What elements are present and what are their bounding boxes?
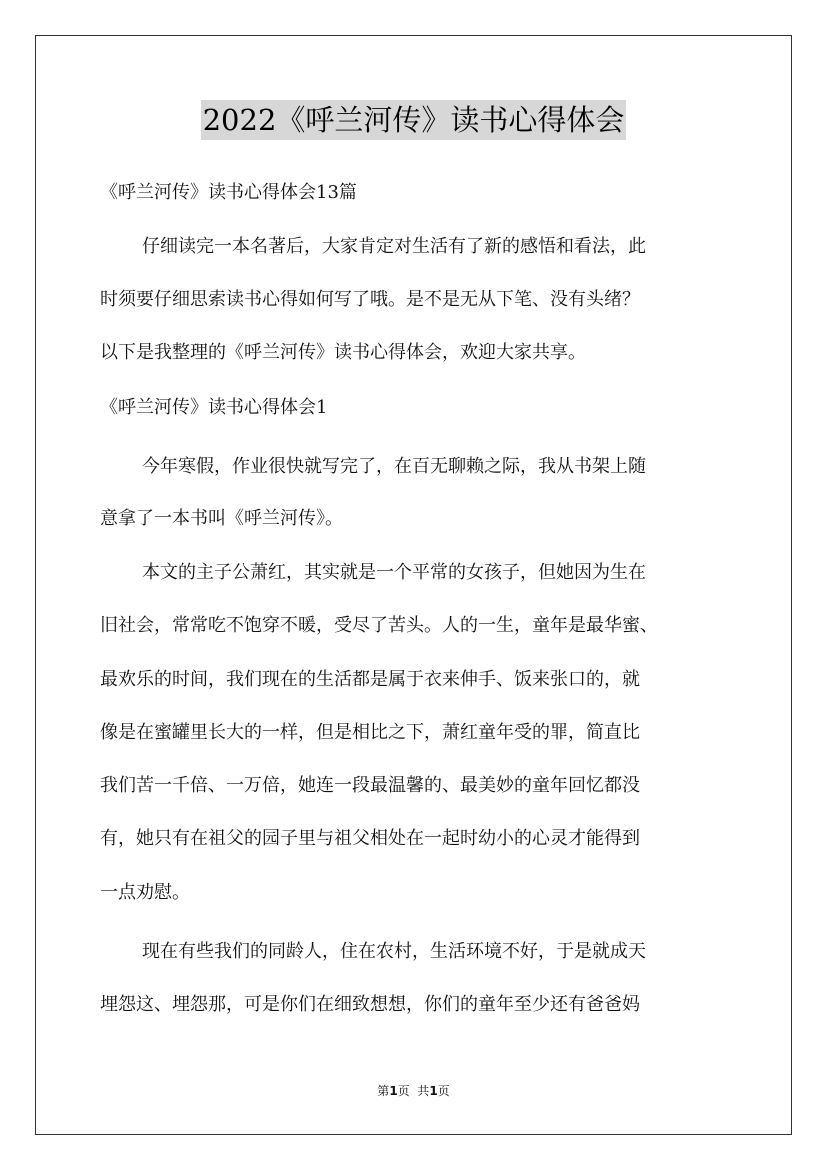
paragraph-line: 意拿了一本书叫《呼兰河传》。 — [100, 508, 343, 529]
paragraph-line: 最欢乐的时间，我们现在的生活都是属于衣来伸手、饭来张口的，就 — [100, 669, 640, 690]
footer-prefix: 第 — [377, 1084, 390, 1098]
current-page-number: 1 — [389, 1084, 398, 1098]
title-wrap — [0, 100, 827, 140]
paragraph-line: 本文的主子公萧红，其实就是一个平常的女孩子，但她因为生在 — [142, 562, 646, 583]
paragraph-line: 时须要仔细思索读书心得如何写了哦。是不是无从下笔、没有头绪？ — [100, 289, 640, 310]
paragraph-line: 埋怨这、埋怨那，可是你们在细致想想，你们的童年至少还有爸爸妈 — [100, 994, 640, 1015]
paragraph-line: 一点劝慰。 — [100, 882, 190, 903]
document-title: 2022《呼兰河传》读书心得体会 — [201, 100, 627, 140]
subtitle-line: 《呼兰河传》读书心得体会13篇 — [100, 182, 357, 203]
footer-suffix: 页 — [437, 1084, 450, 1098]
section-heading: 《呼兰河传》读书心得体会1 — [100, 397, 328, 418]
paragraph-line: 以下是我整理的《呼兰河传》读书心得体会，欢迎大家共享。 — [100, 342, 586, 363]
paragraph-line: 像是在蜜罐里长大的一样，但是相比之下，萧红童年受的罪，简直比 — [100, 722, 640, 743]
paragraph-line: 现在有些我们的同龄人，住在农村，生活环境不好，于是就成天 — [142, 941, 646, 962]
total-page-number: 1 — [429, 1084, 438, 1098]
paragraph-line: 旧社会，常常吃不饱穿不暖，受尽了苦头。人的一生，童年是最华蜜、 — [100, 615, 658, 636]
paragraph-line: 今年寒假，作业很快就写完了，在百无聊赖之际，我从书架上随 — [142, 456, 646, 477]
paragraph-line: 有，她只有在祖父的园子里与祖父相处在一起时幼小的心灵才能得到 — [100, 828, 640, 849]
paragraph-line: 仔细读完一本名著后，大家肯定对生活有了新的感悟和看法，此 — [142, 236, 646, 257]
page-footer — [0, 1083, 827, 1099]
footer-mid: 页 共 — [397, 1084, 430, 1098]
paragraph-line: 我们苦一千倍、一万倍，她连一段最温馨的、最美妙的童年回忆都没 — [100, 775, 640, 796]
